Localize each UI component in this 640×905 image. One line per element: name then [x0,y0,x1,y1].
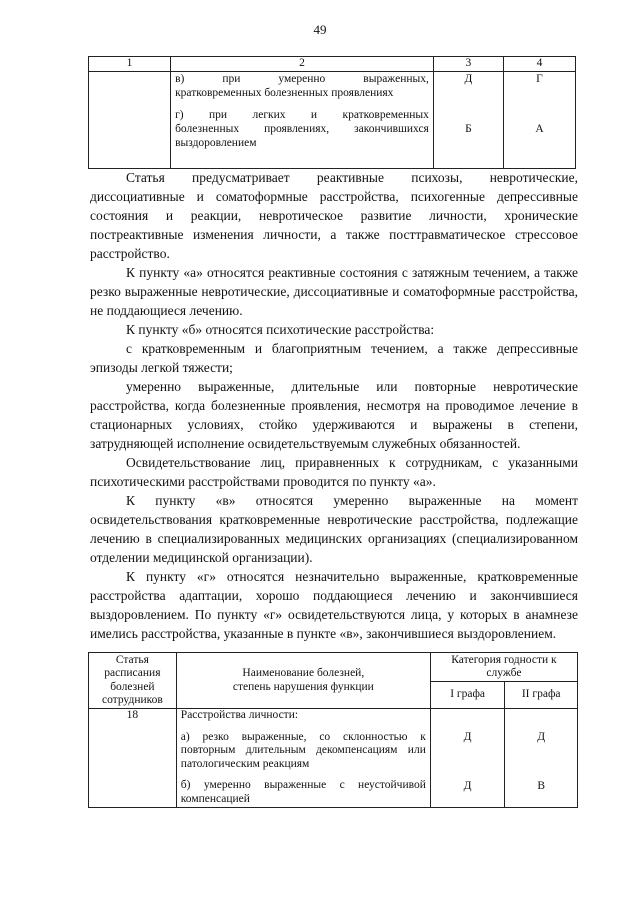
paragraph: умеренно выраженные, длительные или повторные невротические расстройства, когда болезненные проявления, несмотря на проводимое лечение в стационарных условиях, стойко удерживаются и выражены в степени, затрудняющей исполнение освидетельствуемым служебных обязанностей. [90,379,578,451]
graph2-cell [505,709,578,808]
paragraph: К пункту «в» относятся умеренно выраженные на момент освидетельствования кратковременные невротические расстройства, подлежащие лечению в специализированных медицинских организациях (специализированном отделении медицинской организации). [90,493,578,565]
item-v-cat1: Д [464,73,473,85]
header-article: Статья расписания болезней сотрудников [89,653,177,709]
col-header-1: 1 [89,57,171,72]
table-row [89,709,578,808]
header-name [176,653,430,709]
diseases-table [88,652,578,808]
item-b: б) умеренно выраженные с неустойчивой компенсацией [180,779,426,805]
item-a-cat2: Д [537,731,546,743]
item-g-cat2: А [535,123,544,135]
paragraph: К пункту «а» относятся реактивные состояния с затяжным течением, а также резко выраженные невротические, диссоциативные и соматоформные расстройства, не поддающиеся лечению. [90,265,578,318]
item-g-line3: выздоровлением [175,137,257,149]
header-graph2: II графа [505,682,578,709]
article-number: 18 [89,709,177,808]
header-name-line1: Наименование болезней, [242,667,365,679]
graph1-cell [430,709,505,808]
paragraph: К пункту «г» относятся незначительно выраженные, кратковременные расстройства адаптации, хорошо поддающиеся лечению и закончившиеся выздоровлением. По пункту «г» освидетельствуются лица, у которых в анамнезе имелись расстройства, указанные в пункте «в», закончившиеся выздоровлением. [90,569,578,641]
item-b-cat1: Д [463,779,472,792]
paragraph: Освидетельствование лиц, приравненных к сотрудникам, с указанными психотическими расстройствами проводится по пункту «а». [90,455,578,489]
header-graph1: I графа [430,682,505,709]
conditions-cell [171,72,434,169]
table-row [89,72,576,169]
paragraph: К пункту «б» относятся психотические расстройства: [126,322,435,337]
item-b-cat2: В [537,779,546,792]
header-name-line2: степень нарушения функции [232,680,374,693]
item-g-line2: болезненных проявлениях, закончившихся [175,123,429,135]
conditions-cell [176,709,430,808]
article-cell [89,72,171,169]
table-header-row [89,653,578,682]
col-header-3: 3 [433,57,503,72]
item-g-line1: г) при легких и кратковременных [175,109,429,121]
table-header-row [89,57,576,72]
section-title: Расстройства личности: [180,709,299,721]
paragraph: Статья предусматривает реактивные психозы, невротические, диссоциативные и соматоформные расстройства, психогенные депрессивные состояния и реакции, невротическое развитие личности, хронические постреактивные изменения личности, а также посттравматическое стрессовое расстройство. [90,170,578,261]
body-text [90,168,578,643]
header-category: Категория годности к службе [430,653,577,682]
item-v-line2: кратковременных болезненных проявлениях [175,87,394,99]
item-v-line1: в) при умеренно выраженных, [175,73,429,85]
graph1-cell [433,72,503,169]
item-a-cat1: Д [463,731,472,743]
continued-table [88,56,576,169]
item-g-cat1: Б [465,123,472,135]
item-a: а) резко выраженные, со склонностью к повторным длительным декомпенсациям или патологическим реакциям [180,730,426,770]
col-header-2: 2 [171,57,434,72]
graph2-cell [503,72,575,169]
col-header-4: 4 [503,57,575,72]
paragraph: с кратковременным и благоприятным течением, а также депрессивные эпизоды легкой тяжести; [90,341,578,375]
page-number: 49 [313,22,327,37]
item-v-cat2: Г [536,73,543,85]
